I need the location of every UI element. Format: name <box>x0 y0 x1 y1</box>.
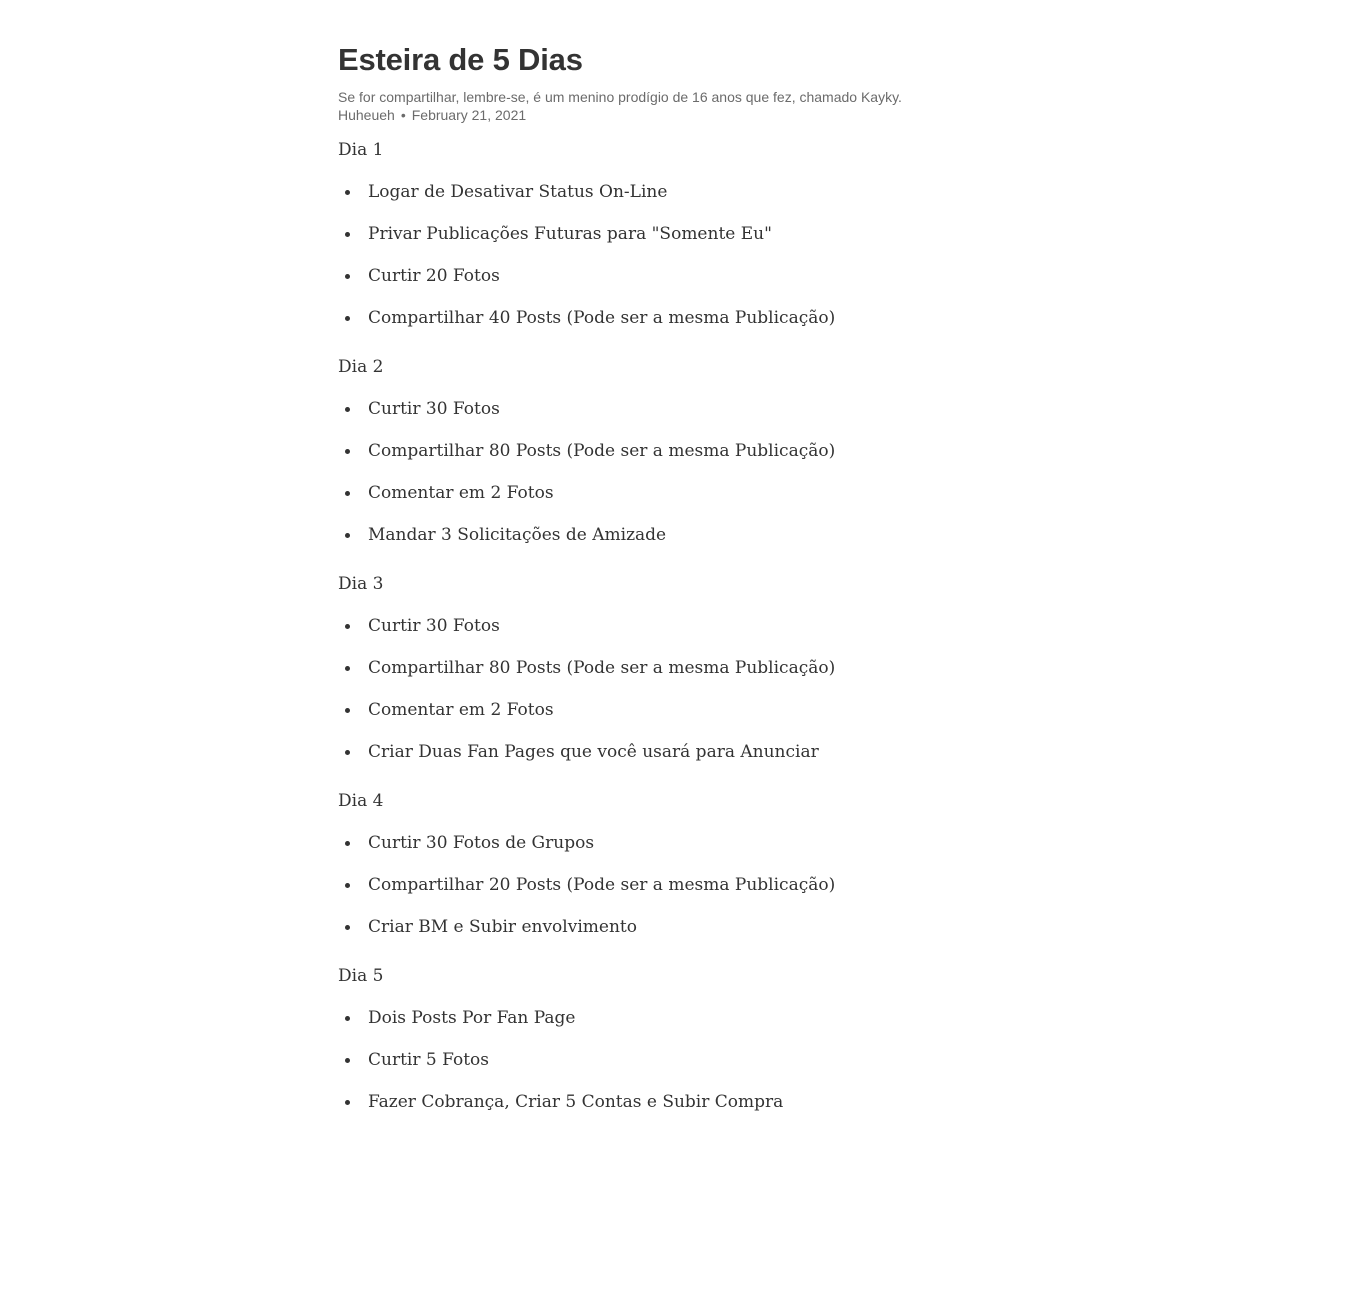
day-section-4 <box>338 789 1028 939</box>
list-item <box>338 306 1028 330</box>
list-item <box>338 1006 1028 1030</box>
bullet-icon <box>345 925 350 930</box>
day-section-2 <box>338 355 1028 547</box>
day-section-1 <box>338 138 1028 330</box>
byline <box>338 88 1028 124</box>
list-item-text: Fazer Cobrança, Criar 5 Contas e Subir Compra <box>368 1092 784 1112</box>
page-title: Esteira de 5 Dias <box>338 42 583 77</box>
bullet-icon <box>345 883 350 888</box>
list-item <box>338 439 1028 463</box>
list-item <box>338 1048 1028 1072</box>
list-item <box>338 831 1028 855</box>
list-item-text: Curtir 30 Fotos <box>368 616 500 636</box>
bullet-icon <box>345 491 350 496</box>
task-list <box>338 180 1028 330</box>
list-item <box>338 915 1028 939</box>
list-item <box>338 222 1028 246</box>
bullet-icon <box>345 708 350 713</box>
bullet-icon <box>345 1058 350 1063</box>
list-item <box>338 180 1028 204</box>
day-section-5 <box>338 964 1028 1114</box>
list-item-text: Dois Posts Por Fan Page <box>368 1008 576 1028</box>
list-item-text: Mandar 3 Solicitações de Amizade <box>368 525 667 545</box>
task-list <box>338 831 1028 939</box>
bullet-icon <box>345 190 350 195</box>
list-item <box>338 1090 1028 1114</box>
bullet-icon <box>345 666 350 671</box>
list-item-text: Criar BM e Subir envolvimento <box>368 917 637 937</box>
list-item-text: Comentar em 2 Fotos <box>368 700 554 720</box>
bullet-icon <box>345 274 350 279</box>
list-item <box>338 873 1028 897</box>
list-item <box>338 698 1028 722</box>
list-item-text: Compartilhar 80 Posts (Pode ser a mesma Publicação) <box>368 658 836 678</box>
list-item-text: Criar Duas Fan Pages que você usará para Anunciar <box>368 742 819 762</box>
day-heading: Dia 4 <box>338 791 384 811</box>
list-item <box>338 614 1028 638</box>
bullet-icon <box>345 449 350 454</box>
day-heading: Dia 1 <box>338 140 384 160</box>
list-item-text: Compartilhar 20 Posts (Pode ser a mesma Publicação) <box>368 875 836 895</box>
byline-separator: • <box>400 107 406 123</box>
list-item <box>338 397 1028 421</box>
day-heading: Dia 5 <box>338 966 384 986</box>
list-item-text: Compartilhar 40 Posts (Pode ser a mesma Publicação) <box>368 308 836 328</box>
list-item-text: Curtir 5 Fotos <box>368 1050 489 1070</box>
byline-text: Se for compartilhar, lembre-se, é um menino prodígio de 16 anos que fez, chamado Kayky. Huheueh <box>338 89 902 123</box>
list-item <box>338 264 1028 288</box>
bullet-icon <box>345 316 350 321</box>
bullet-icon <box>345 533 350 538</box>
task-list <box>338 1006 1028 1114</box>
day-section-3 <box>338 572 1028 764</box>
bullet-icon <box>345 750 350 755</box>
list-item-text: Privar Publicações Futuras para "Somente Eu" <box>368 224 772 244</box>
list-item-text: Curtir 30 Fotos de Grupos <box>368 833 595 853</box>
list-item-text: Logar de Desativar Status On-Line <box>368 182 668 202</box>
list-item <box>338 740 1028 764</box>
task-list <box>338 397 1028 547</box>
list-item-text: Comentar em 2 Fotos <box>368 483 554 503</box>
article <box>338 40 1028 1139</box>
day-heading: Dia 3 <box>338 574 384 594</box>
bullet-icon <box>345 841 350 846</box>
day-heading: Dia 2 <box>338 357 384 377</box>
bullet-icon <box>345 624 350 629</box>
bullet-icon <box>345 1100 350 1105</box>
list-item-text: Compartilhar 80 Posts (Pode ser a mesma Publicação) <box>368 441 836 461</box>
bullet-icon <box>345 232 350 237</box>
list-item-text: Curtir 20 Fotos <box>368 266 500 286</box>
task-list <box>338 614 1028 764</box>
list-item <box>338 523 1028 547</box>
list-item <box>338 481 1028 505</box>
article-body <box>338 138 1028 1114</box>
bullet-icon <box>345 1016 350 1021</box>
list-item <box>338 656 1028 680</box>
bullet-icon <box>345 407 350 412</box>
list-item-text: Curtir 30 Fotos <box>368 399 500 419</box>
publish-date: February 21, 2021 <box>411 107 527 123</box>
